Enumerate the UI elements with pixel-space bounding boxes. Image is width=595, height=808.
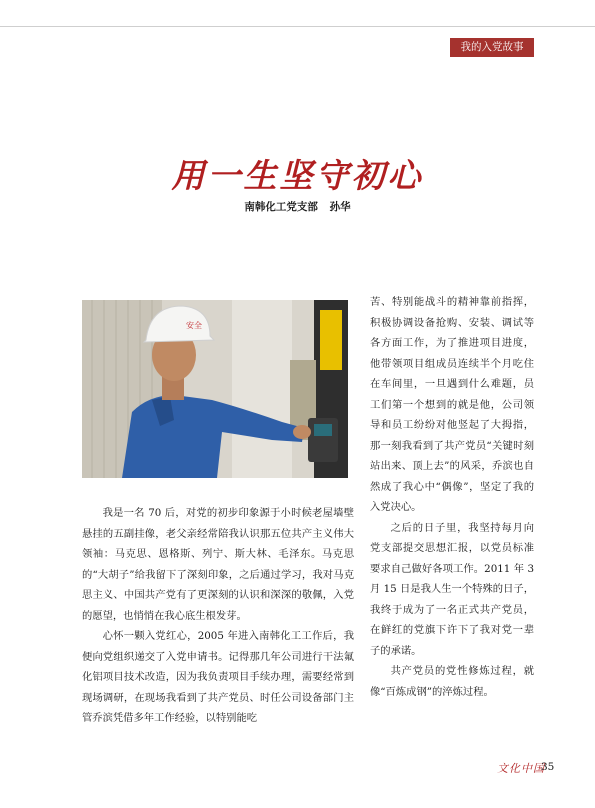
byline-org: 南韩化工党支部 — [244, 201, 318, 213]
paragraph: 共产党员的党性修炼过程，就像“百炼成钢”的淬炼过程。 — [370, 665, 534, 698]
paragraph: 心怀一颗入党红心，2005 年进入南韩化工工作后，我便向党组织递交了入党申请书。记得那几年公司进行干法氟化铝项目技术改造，因为我负责项目手续办理，需要经常到现场调研，在现场我看到了共产党员、时任公司设备部门主管乔滨凭借多年工作经验，以特别能吃 — [82, 630, 354, 724]
page-number: 35 — [541, 761, 555, 773]
byline-author: 孙华 — [329, 201, 351, 213]
left-column — [82, 503, 354, 729]
paragraph: 之后的日子里，我坚持每月向党支部提交思想汇报，以党员标准要求自己做好各项工作。2011 年 3 月 15 日是我人生一个特殊的日子，我终于成为了一名正式共产党员，在鲜红的党旗下许下了我对党一辈子的承诺。 — [370, 521, 534, 657]
section-tag: 我的入党故事 — [450, 38, 534, 57]
paragraph: 我是一名 70 后，对党的初步印象源于小时候老屋墙壁悬挂的五副挂像，老父亲经常陪我认识那五位共产主义伟大领袖：马克思、恩格斯、列宁、斯大林、毛泽东。马克思的“大胡子”给我留下了深刻印象，之后通过学习，我对马克思主义、中国共产党有了更深刻的认识和深深的敬佩，入党的愿望，也悄悄在我心底生根发芽。 — [82, 507, 354, 622]
header-rule — [0, 26, 595, 27]
helmet-text: 安全 — [186, 321, 202, 330]
byline — [0, 199, 595, 214]
magazine-logo: 文化中国 — [497, 762, 545, 775]
article-title: 用一生坚守初心 — [171, 156, 424, 195]
worker-photo — [82, 300, 348, 478]
worker-photo-illustration — [82, 300, 348, 478]
right-column — [370, 292, 534, 702]
paragraph: 苦、特别能战斗的精神靠前指挥，积极协调设备抢购、安装、调试等各方面工作，为了推进项目进度，他带领项目组成员连续半个月吃住在车间里，一旦遇到什么难题，员工们第一个想到的就是他，公司领导和员工纷纷对他竖起了大拇指，那一刻我看到了共产党员“关键时刻站出来、顶上去”的风采，乔滨也自然成了我心中“偶像”，坚定了我的入党决心。 — [370, 296, 534, 513]
